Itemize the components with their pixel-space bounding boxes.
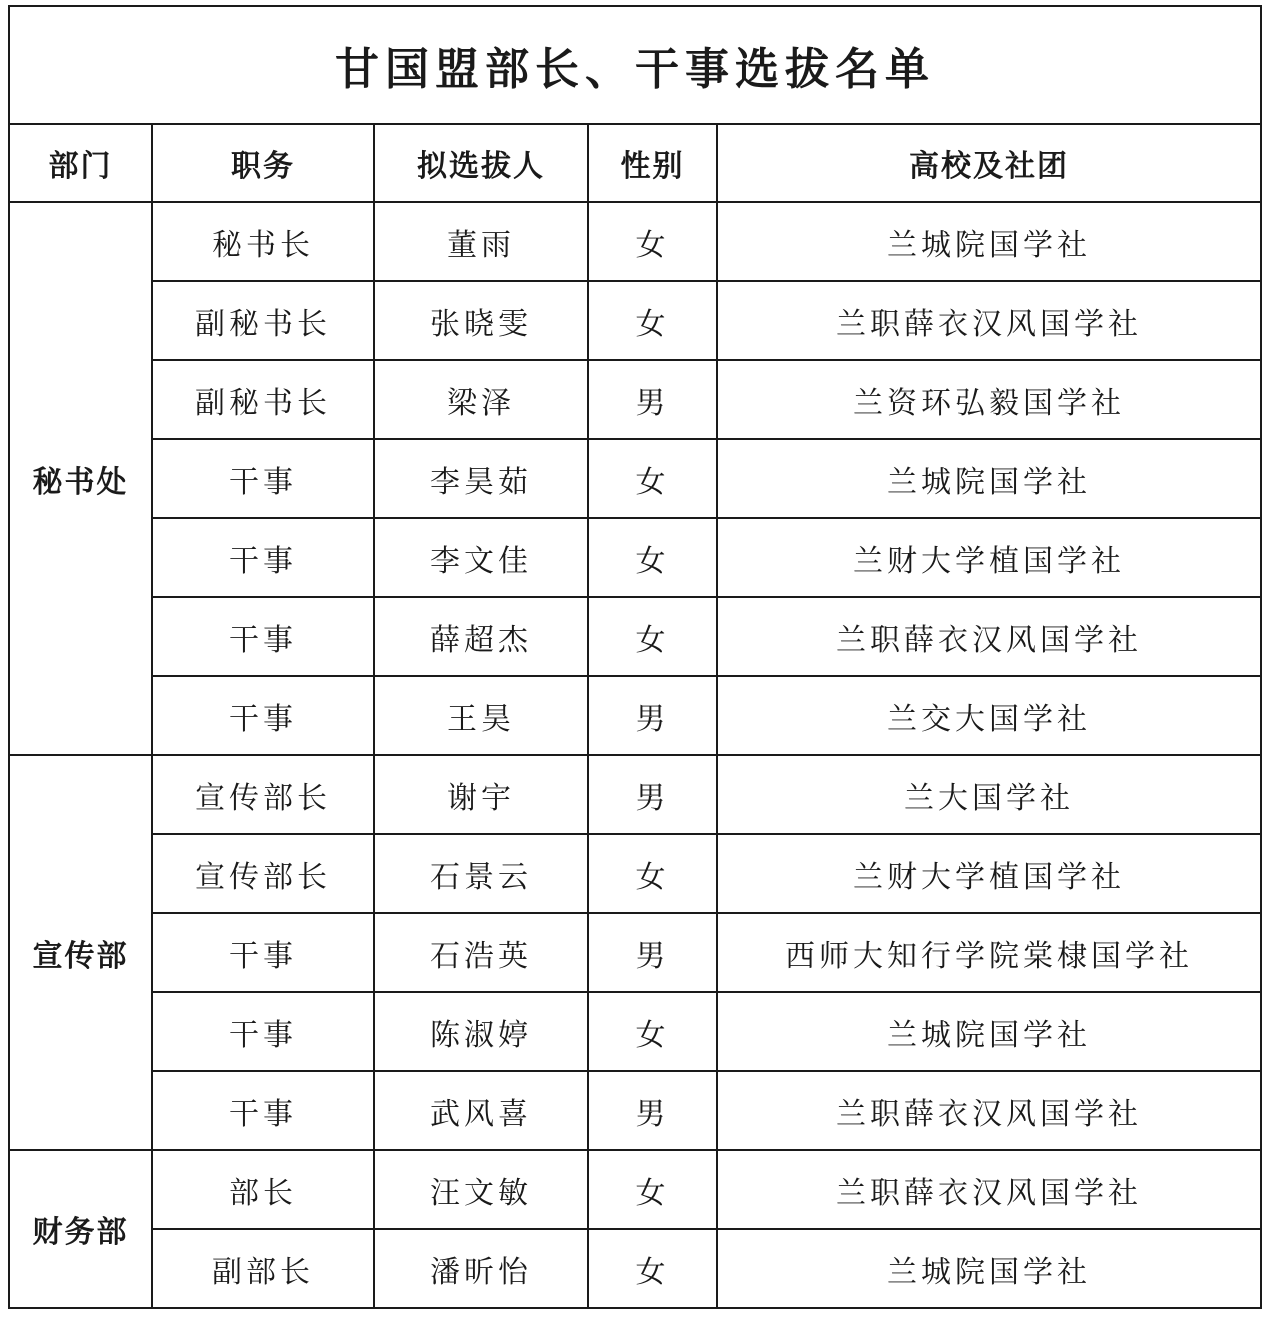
candidate-cell: 陈淑婷 [374,992,588,1071]
school-club-cell: 兰城院国学社 [717,992,1261,1071]
gender-cell: 女 [588,1150,717,1229]
school-club-cell: 兰职薛衣汉风国学社 [717,1150,1261,1229]
gender-cell: 女 [588,597,717,676]
page-title: 甘国盟部长、干事选拔名单 [9,6,1261,124]
gender-cell: 女 [588,992,717,1071]
position-cell: 秘书长 [152,202,374,281]
candidate-cell: 潘昕怡 [374,1229,588,1308]
table-body [9,202,1261,1308]
header-row [9,124,1261,202]
position-cell: 宣传部长 [152,755,374,834]
candidate-cell: 李文佳 [374,518,588,597]
position-cell: 副秘书长 [152,281,374,360]
table-row [9,676,1261,755]
candidate-cell: 李昊茹 [374,439,588,518]
position-cell: 干事 [152,597,374,676]
school-club-cell: 兰城院国学社 [717,1229,1261,1308]
school-club-cell: 兰城院国学社 [717,439,1261,518]
school-club-cell: 兰财大学植国学社 [717,518,1261,597]
gender-cell: 男 [588,1071,717,1150]
header-gender: 性别 [588,124,717,202]
candidate-cell: 王昊 [374,676,588,755]
position-cell: 干事 [152,992,374,1071]
table-row [9,1229,1261,1308]
school-club-cell: 兰财大学植国学社 [717,834,1261,913]
gender-cell: 女 [588,439,717,518]
school-club-cell: 兰大国学社 [717,755,1261,834]
gender-cell: 女 [588,518,717,597]
position-cell: 副部长 [152,1229,374,1308]
candidate-cell: 石景云 [374,834,588,913]
school-club-cell: 兰资环弘毅国学社 [717,360,1261,439]
gender-cell: 女 [588,1229,717,1308]
position-cell: 干事 [152,676,374,755]
position-cell: 宣传部长 [152,834,374,913]
table-row [9,202,1261,281]
school-club-cell: 兰城院国学社 [717,202,1261,281]
table-row [9,518,1261,597]
table-row [9,360,1261,439]
gender-cell: 男 [588,913,717,992]
gender-cell: 女 [588,281,717,360]
school-club-cell: 兰交大国学社 [717,676,1261,755]
school-club-cell: 兰职薛衣汉风国学社 [717,1071,1261,1150]
table-row [9,992,1261,1071]
candidate-cell: 张晓雯 [374,281,588,360]
candidate-cell: 薛超杰 [374,597,588,676]
table-row [9,597,1261,676]
position-cell: 干事 [152,913,374,992]
position-cell: 干事 [152,439,374,518]
position-cell: 副秘书长 [152,360,374,439]
department-cell: 财务部 [9,1150,152,1308]
candidate-cell: 石浩英 [374,913,588,992]
table-row [9,439,1261,518]
school-club-cell: 兰职薛衣汉风国学社 [717,281,1261,360]
header-department: 部门 [9,124,152,202]
table-row [9,281,1261,360]
table-row [9,1150,1261,1229]
candidate-cell: 谢宇 [374,755,588,834]
position-cell: 部长 [152,1150,374,1229]
gender-cell: 男 [588,676,717,755]
position-cell: 干事 [152,1071,374,1150]
table-row [9,913,1261,992]
gender-cell: 女 [588,202,717,281]
department-cell: 宣传部 [9,755,152,1150]
position-cell: 干事 [152,518,374,597]
candidate-cell: 董雨 [374,202,588,281]
school-club-cell: 西师大知行学院棠棣国学社 [717,913,1261,992]
candidate-cell: 武风喜 [374,1071,588,1150]
table-row [9,834,1261,913]
header-school-club: 高校及社团 [717,124,1261,202]
gender-cell: 女 [588,834,717,913]
department-cell: 秘书处 [9,202,152,755]
header-candidate: 拟选拔人 [374,124,588,202]
header-position: 职务 [152,124,374,202]
candidate-cell: 梁泽 [374,360,588,439]
table-row [9,755,1261,834]
candidate-cell: 汪文敏 [374,1150,588,1229]
gender-cell: 男 [588,360,717,439]
table-row [9,1071,1261,1150]
gender-cell: 男 [588,755,717,834]
school-club-cell: 兰职薛衣汉风国学社 [717,597,1261,676]
selection-table [8,5,1262,1309]
